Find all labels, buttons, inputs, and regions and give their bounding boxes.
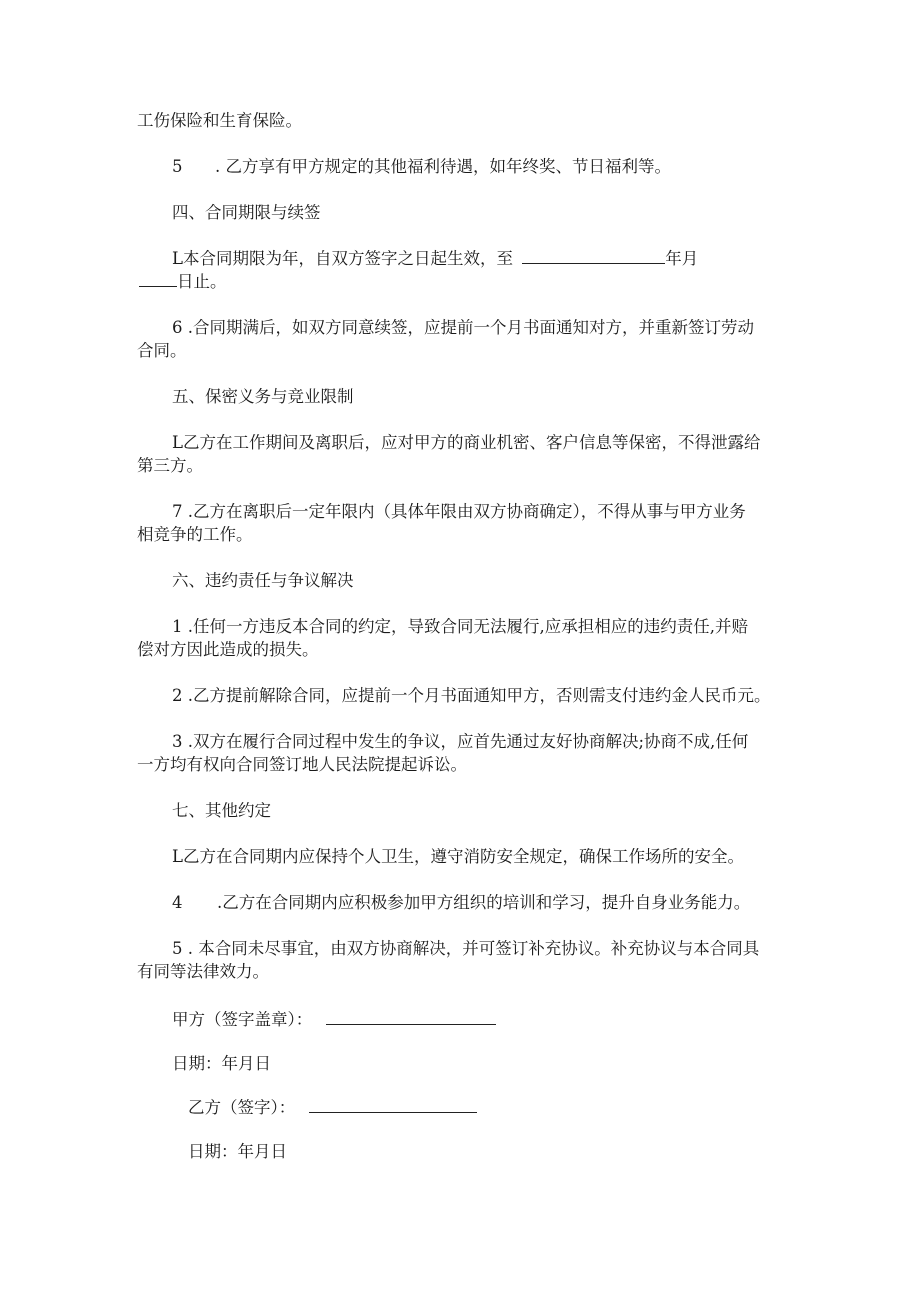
clause-text: .乙方在合同期内应积极参加甲方组织的培训和学习，提升自身业务能力。 [217, 893, 751, 912]
clause-text: L本合同期限为年，自双方签字之日起生效，至 [172, 249, 513, 268]
clause-6-1: 1 .任何一方违反本合同的约定，导致合同无法履行,应承担相应的违约责任,并赔 [172, 617, 748, 636]
signature-party-b [188, 1098, 477, 1118]
clause-6-3-cont: 一方均有权向合同签订地人民法院提起诉讼。 [137, 755, 467, 774]
clause-5-2-cont: 相竞争的工作。 [137, 525, 253, 544]
clause-7-3: 5 . 本合同未尽事宜，由双方协商解决，并可签订补充协议。补充协议与本合同具 [172, 939, 760, 958]
clause-4-1 [172, 249, 698, 269]
clause-text: 日止。 [177, 272, 227, 291]
signature-blank-line [309, 1098, 477, 1113]
clause-6-1-cont: 偿对方因此造成的损失。 [137, 640, 319, 659]
blank-line [139, 272, 177, 287]
clause-4-1-cont [139, 272, 227, 292]
signature-party-a [172, 1010, 496, 1030]
clause-5-1: L乙方在工作期间及离职后，应对甲方的商业机密、客户信息等保密，不得泄露给 [172, 433, 761, 452]
line-insurance-end: 工伤保险和生育保险。 [137, 111, 302, 130]
date-party-b: 日期：年月日 [188, 1142, 287, 1161]
clause-4-2-cont: 合同。 [137, 341, 187, 360]
clause-3-5 [172, 157, 671, 177]
clause-number: 5 [172, 157, 183, 176]
clause-6-3: 3 .双方在履行合同过程中发生的争议，应首先通过友好协商解决;协商不成,任何 [172, 732, 749, 751]
clause-number: 4 [172, 893, 183, 912]
signature-label: 乙方（签字）： [188, 1098, 296, 1117]
clause-text-cont: 年月 [665, 249, 699, 268]
clause-6-2: 2 .乙方提前解除合同，应提前一个月书面通知甲方，否则需支付违约金人民币元。 [172, 686, 771, 705]
clause-7-2 [172, 893, 750, 913]
clause-5-2: 7 .乙方在离职后一定年限内（具体年限由双方协商确定），不得从事与甲方业务 [172, 502, 746, 521]
clause-5-1-cont: 第三方。 [137, 456, 203, 475]
clause-7-1: L乙方在合同期内应保持个人卫生，遵守消防安全规定，确保工作场所的安全。 [172, 847, 744, 866]
clause-7-3-cont: 有同等法律效力。 [137, 962, 269, 981]
section-heading-4: 四、合同期限与续签 [172, 203, 321, 222]
blank-line [522, 249, 665, 264]
date-party-a: 日期：年月日 [172, 1054, 271, 1073]
signature-blank-line [326, 1010, 496, 1025]
section-heading-6: 六、违约责任与争议解决 [172, 571, 354, 590]
section-heading-7: 七、其他约定 [172, 801, 271, 820]
clause-4-2: 6 .合同期满后，如双方同意续签，应提前一个月书面通知对方，并重新签订劳动 [172, 318, 754, 337]
clause-text: . 乙方享有甲方规定的其他福利待遇，如年终奖、节日福利等。 [215, 157, 671, 176]
section-heading-5: 五、保密义务与竞业限制 [172, 387, 354, 406]
signature-label: 甲方（签字盖章）： [172, 1010, 313, 1029]
